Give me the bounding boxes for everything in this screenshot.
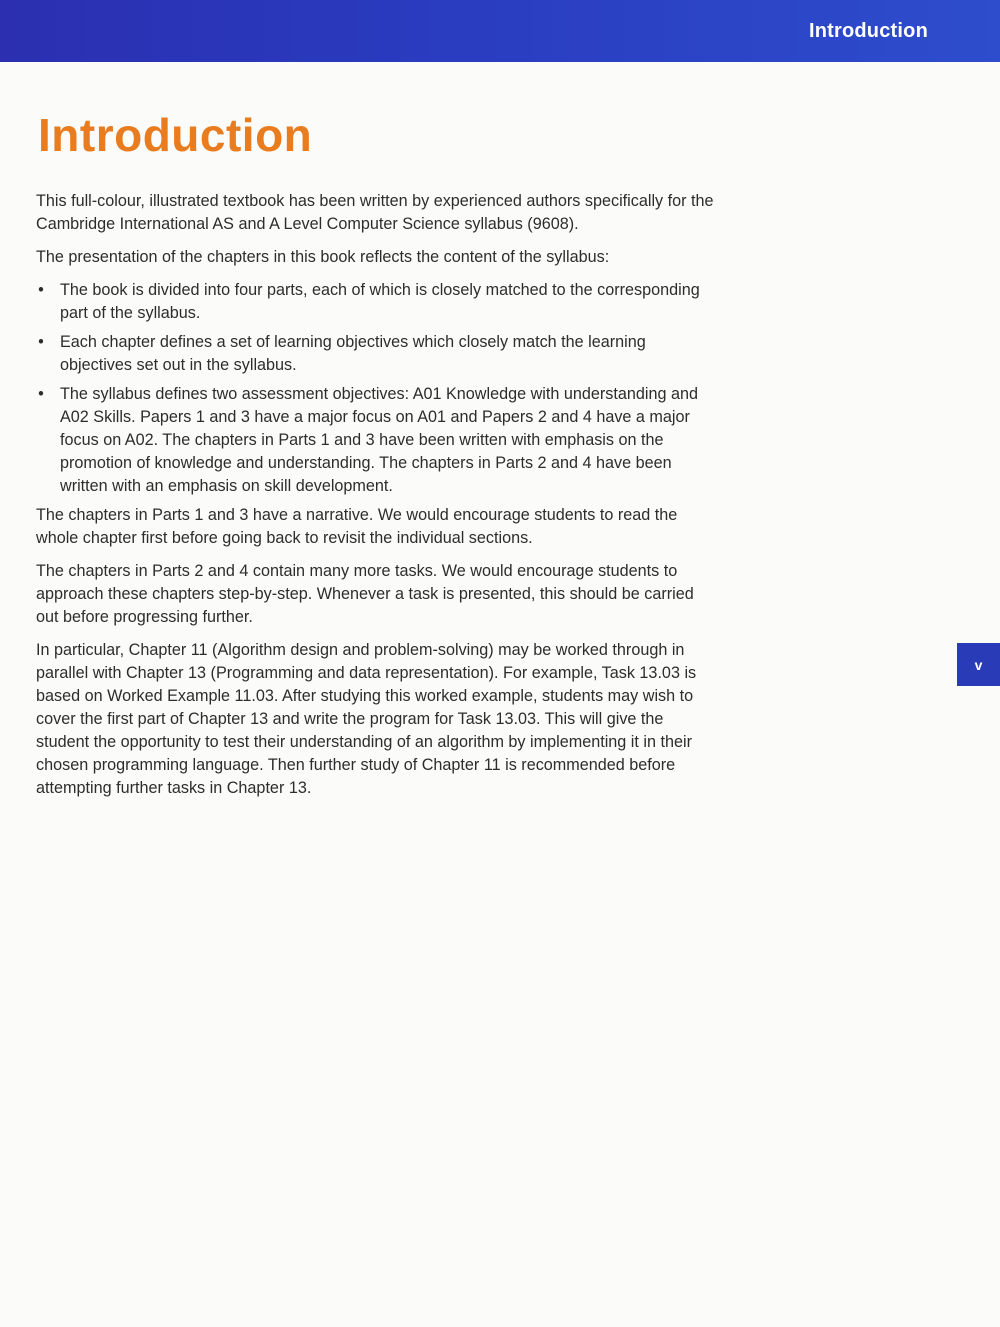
bullet-marker: • <box>38 281 44 299</box>
list-item-text: The book is divided into four parts, each of which is closely matched to the corresponding part of the syllabus. <box>60 281 700 322</box>
page-number: v <box>974 656 983 673</box>
body-paragraph: In particular, Chapter 11 (Algorithm design and problem-solving) may be worked through in parallel with Chapter 13 (Programming and data representation). For example, Task 13.03 is based on Worked Example 11.03. After studying this worked example, students may wish to cover the first part of Chapter 13 and write the program for Task 13.03. This will give the student the opportunity to test their understanding of an algorithm by implementing it in their chosen programming language. Then further study of Chapter 11 is recommended before attempting further tasks in Chapter 13. <box>36 641 697 797</box>
list-item-text: The syllabus defines two assessment objectives: A01 Knowledge with understanding and A02 Skills. Papers 1 and 3 have a major focus on A01 and Papers 2 and 4 have a major focus on A02. The chapters in Parts 1 and 3 have been written with emphasis on the promotion of knowledge and understanding. The chapters in Parts 2 and 4 have been written with an emphasis on skill development. <box>60 385 698 495</box>
page-number-tab <box>957 643 1000 686</box>
bullet-list <box>36 279 716 498</box>
intro-paragraph: This full-colour, illustrated textbook has been written by experienced authors specifically for the Cambridge International AS and A Level Computer Science syllabus (9608). <box>36 192 714 233</box>
bullet-marker: • <box>38 385 44 403</box>
list-item <box>36 331 716 377</box>
body-paragraph: The chapters in Parts 1 and 3 have a narrative. We would encourage students to read the whole chapter first before going back to revisit the individual sections. <box>36 506 678 547</box>
running-head-title: Introduction <box>808 20 928 42</box>
list-item <box>36 383 716 498</box>
body-paragraph: The chapters in Parts 2 and 4 contain many more tasks. We would encourage students to approach these chapters step-by-step. Whenever a task is presented, this should be carried out before progressing further. <box>36 562 694 626</box>
list-item <box>36 279 716 325</box>
page-title: Introduction <box>38 109 313 161</box>
header-band <box>0 0 1000 62</box>
bullet-marker: • <box>38 333 44 351</box>
body-text <box>36 190 716 810</box>
list-item-text: Each chapter defines a set of learning objectives which closely match the learning objectives set out in the syllabus. <box>60 333 646 374</box>
intro-paragraph: The presentation of the chapters in this book reflects the content of the syllabus: <box>36 248 610 266</box>
